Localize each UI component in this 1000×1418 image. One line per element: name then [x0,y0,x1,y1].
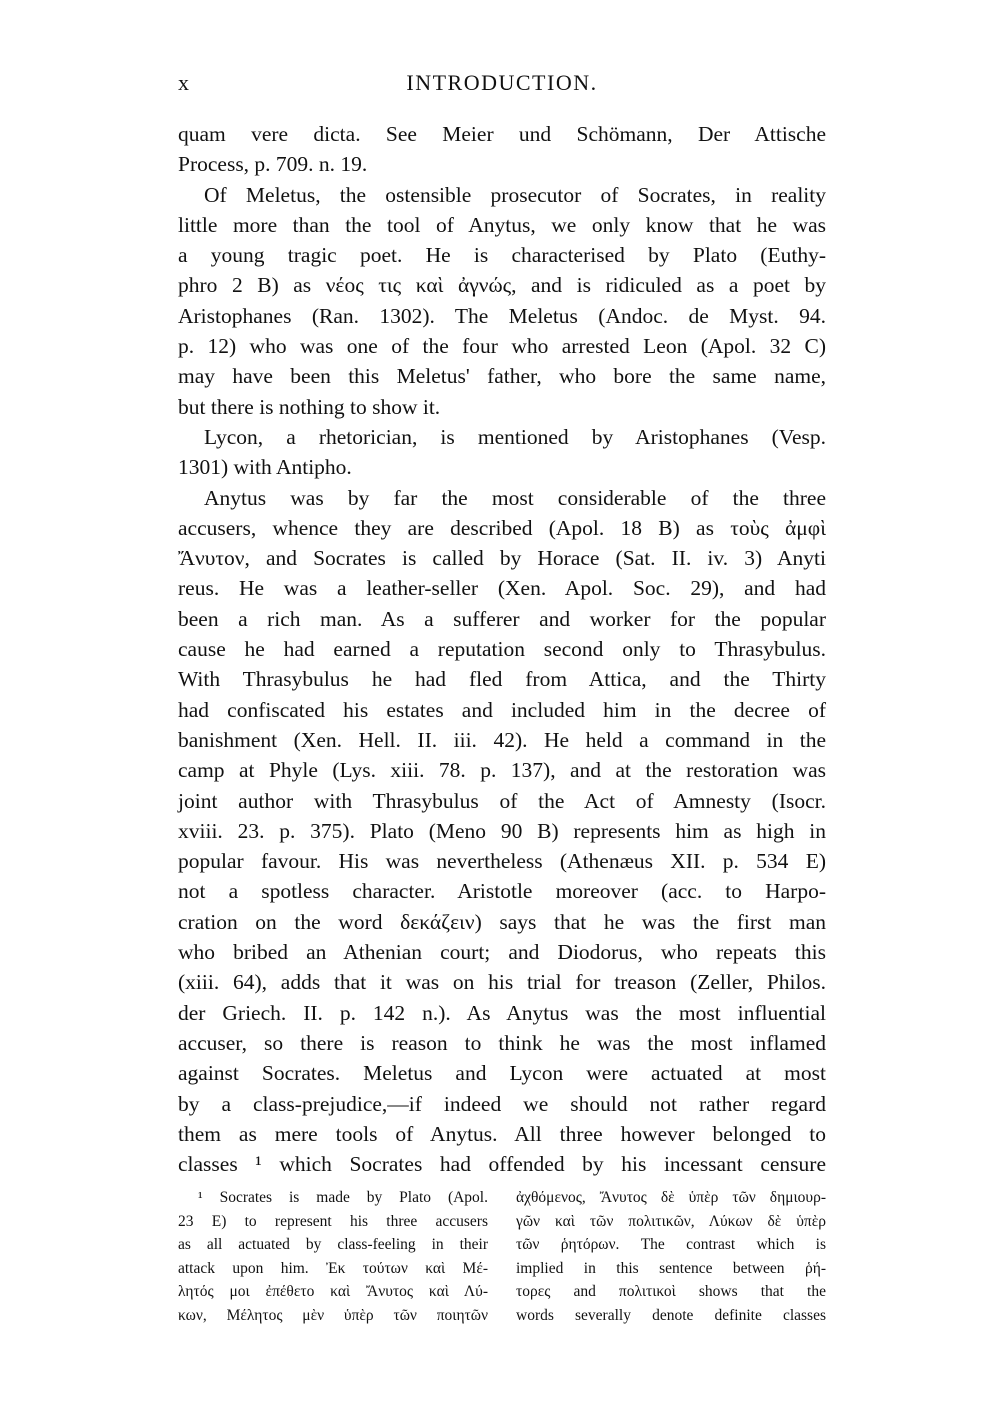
text-line: Aristophanes (Ran. 1302). The Meletus (Andoc. de Myst. 94. [178,303,826,328]
text-line: Ἄνυτον, and Socrates is called by Horace (Sat. II. iv. 3) Anyti [178,546,826,571]
text-line: camp at Phyle (Lys. xiii. 78. p. 137), and at the restoration was [178,758,826,783]
footnote-line: ἀχθόμενος, Ἄνυτος δὲ ὑπὲρ τῶν δημιουρ- [516,1189,826,1206]
text-line: classes ¹ which Socrates had offended by his incessant censure [178,1152,826,1177]
footnote-line: γῶν καὶ τῶν πολιτικῶν, Λύκων δὲ ὑπὲρ [516,1212,826,1230]
text-line: a young tragic poet. He is characterised by Plato (Euthy- [178,243,826,268]
page-header [178,70,826,100]
text-line: Process, p. 709. n. 19. [178,152,368,177]
text-line: cause he had earned a reputation second only to Thrasybulus. [178,637,826,662]
text-line: With Thrasybulus he had fled from Attica, and the Thirty [178,667,826,692]
text-line: Anytus was by far the most considerable of the three [204,485,826,510]
footnote-line: τῶν ῥητόρων. The contrast which is [516,1236,826,1254]
text-line: joint author with Thrasybulus of the Act of Amnesty (Isocr. [178,788,826,813]
text-line: phro 2 B) as νέος τις καὶ ἀγνώς, and is ridiculed as a poet by [178,273,826,298]
text-line: Lycon, a rhetorician, is mentioned by Aristophanes (Vesp. [204,424,826,449]
footnote-column-right [516,1186,826,1328]
footnote-line: λητός μοι ἐπέθετο καὶ Ἄνυτος καὶ Λύ- [178,1283,488,1301]
text-line: xviii. 23. p. 375). Plato (Meno 90 B) represents him as high in [178,818,826,843]
text-line: accuser, so there is reason to think he was the most inflamed [178,1030,826,1055]
text-line: but there is nothing to show it. [178,394,441,419]
text-line: cration on the word δεκάζειν) says that he was the first man [178,909,826,934]
text-line: popular favour. His was nevertheless (Athenæus XII. p. 534 E) [178,849,826,874]
text-line: not a spotless character. Aristotle moreover (acc. to Harpo- [178,879,826,904]
text-line: Of Meletus, the ostensible prosecutor of Socrates, in reality [204,182,826,207]
text-line: by a class-prejudice,—if indeed we should not rather regard [178,1091,826,1116]
text-line: reus. He was a leather-seller (Xen. Apol. Soc. 29), and had [178,576,826,601]
footnote-line: implied in this sentence between ῥή- [516,1259,826,1277]
text-line: der Griech. II. p. 142 n.). As Anytus was the most influential [178,1000,826,1025]
text-line: them as mere tools of Anytus. All three however belonged to [178,1121,826,1146]
text-line: may have been this Meletus' father, who bore the same name, [178,364,826,389]
text-line: (xiii. 64), adds that it was on his trial for treason (Zeller, Philos. [178,970,826,995]
text-line: accusers, whence they are described (Apol. 18 B) as τοὺς ἀμφὶ [178,515,826,540]
text-line: 1301) with Antipho. [178,455,352,480]
text-line: little more than the tool of Anytus, we only know that he was [178,212,826,237]
page-number: x [178,70,190,95]
footnote-line: attack upon him. Ἐκ τούτων καὶ Μέ- [178,1259,488,1277]
footnote-line: ¹ Socrates is made by Plato (Apol. [198,1189,488,1206]
text-line: had confiscated his estates and included him in the decree of [178,697,826,722]
footnote-line: as all actuated by class-feeling in their [178,1236,488,1254]
footnote-column-left [178,1186,488,1328]
text-line: quam vere dicta. See Meier und Schömann, Der Attische [178,122,826,146]
body-text [178,119,826,1179]
footnote-line: κων, Μέλητος μὲν ὑπὲρ τῶν ποιητῶν [178,1306,488,1324]
footnote-line: τορες and πολιτικοὶ shows that the [516,1283,826,1301]
text-line: been a rich man. As a sufferer and worker for the popular [178,606,826,631]
running-title: INTRODUCTION. [406,70,598,95]
text-line: who bribed an Athenian court; and Diodorus, who repeats this [178,940,826,965]
text-line: against Socrates. Meletus and Lycon were actuated at most [178,1061,826,1086]
text-line: banishment (Xen. Hell. II. iii. 42). He held a command in the [178,727,826,752]
text-line: p. 12) who was one of the four who arrested Leon (Apol. 32 C) [178,334,826,359]
footnote-line: words severally denote definite classes [516,1306,826,1324]
footnote-line: 23 E) to represent his three accusers [178,1212,488,1230]
